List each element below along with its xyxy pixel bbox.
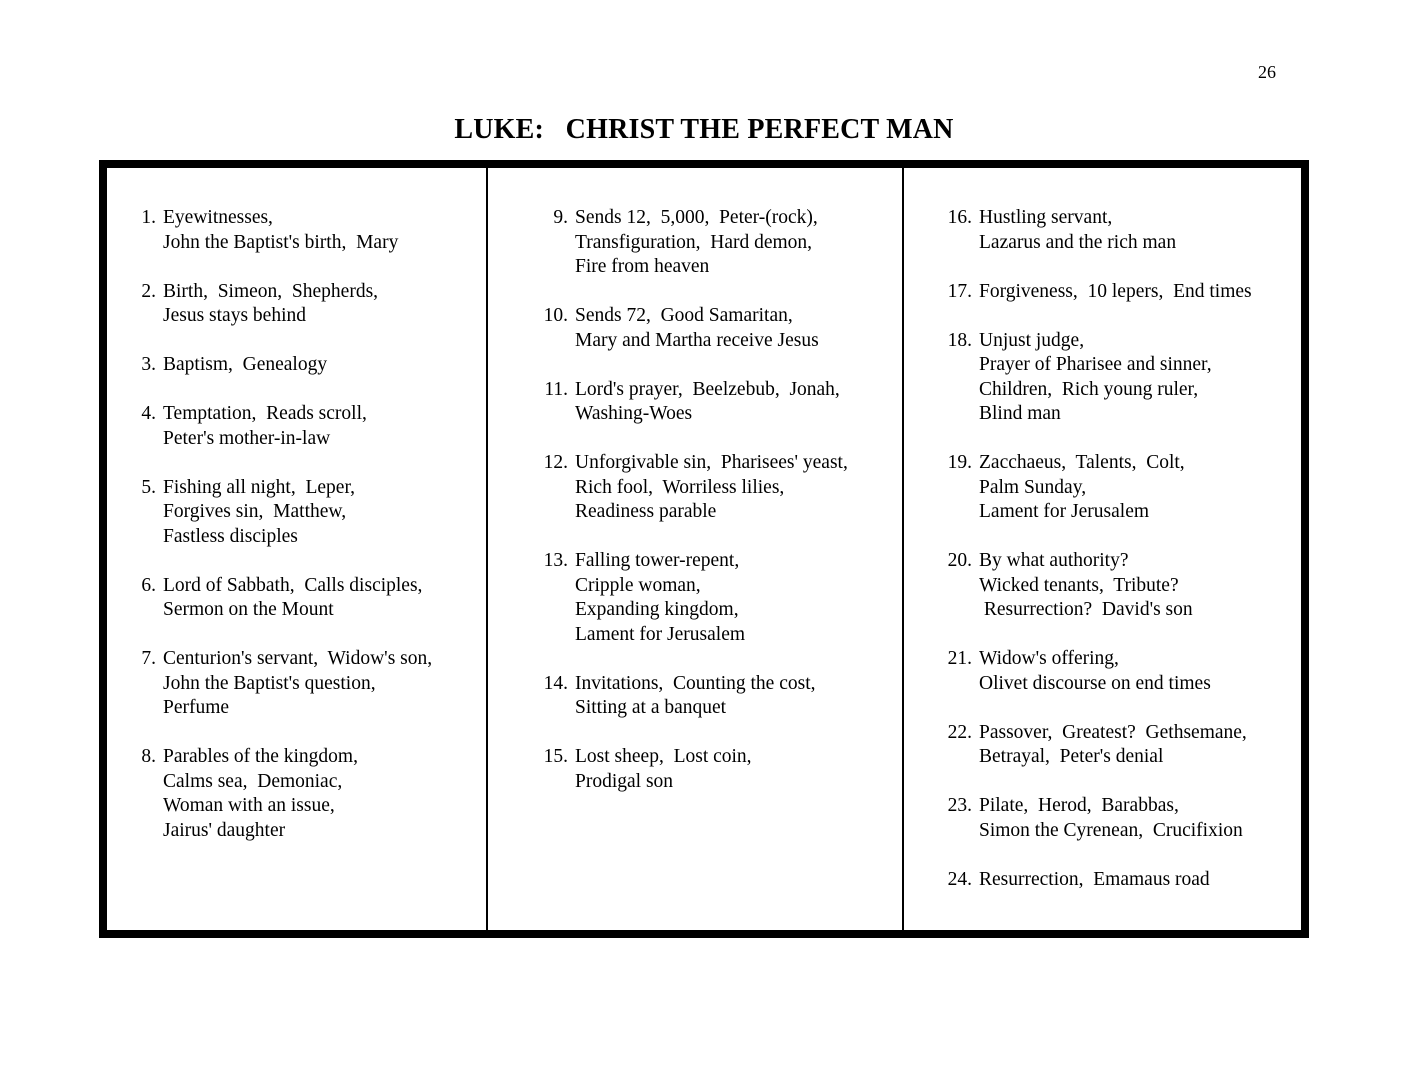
chapter-summary-line: Blind man	[979, 403, 1061, 424]
chapter-summary-line: Wicked tenants, Tribute?	[979, 574, 1179, 596]
chapter-item	[937, 549, 1252, 623]
chapter-summary	[972, 721, 1247, 770]
chapter-column-2	[533, 206, 848, 819]
chapter-summary-line: Woman with an issue,	[163, 795, 335, 816]
chapter-summary	[568, 304, 819, 353]
chapter-summary	[972, 647, 1211, 696]
chapter-number: 8.	[141, 746, 156, 767]
chapter-summary-line: John the Baptist's birth, Mary	[163, 231, 399, 253]
chapter-summary-line: Hustling servant,	[979, 207, 1113, 228]
chapter-summary-line: Lost sheep, Lost coin,	[575, 746, 752, 767]
chapter-summary-line: Widow's offering,	[979, 648, 1119, 669]
chapter-summary-line: Pilate, Herod, Barabbas,	[979, 795, 1179, 816]
chapter-item	[937, 794, 1252, 843]
chapter-summary	[972, 206, 1176, 255]
chapter-summary	[972, 868, 1210, 893]
chapter-summary-line: Lament for Jerusalem	[575, 623, 746, 645]
chapter-summary-line: Lament for Jerusalem	[979, 501, 1150, 522]
chapter-summary-line: Passover, Greatest? Gethsemane,	[979, 721, 1247, 743]
chapter-summary-line: Sends 12, 5,000, Peter-(rock),	[575, 207, 818, 228]
chapter-item	[127, 206, 432, 255]
chapter-number: 2.	[141, 280, 156, 302]
chapter-number: 6.	[141, 574, 156, 596]
chapter-number: 17.	[947, 280, 972, 302]
chapter-summary-line: Eyewitnesses,	[163, 207, 273, 228]
page-number: 26	[1258, 62, 1276, 82]
chapter-item	[937, 868, 1252, 893]
chapter-summary-line: Mary and Martha receive Jesus	[575, 329, 819, 351]
chapter-number: 20.	[947, 550, 972, 571]
chapter-summary-line: By what authority?	[979, 550, 1129, 571]
chapter-summary	[156, 745, 358, 843]
chapter-summary-line: John the Baptist's question,	[163, 672, 376, 694]
chapter-item	[533, 549, 848, 647]
chapter-number: 3.	[141, 354, 156, 375]
chapter-summary-line: Children, Rich young ruler,	[979, 378, 1199, 400]
chapter-item	[937, 280, 1252, 305]
column-divider	[486, 168, 488, 930]
chapter-summary-line: Betrayal, Peter's denial	[979, 746, 1164, 767]
chapter-number: 24.	[947, 868, 972, 890]
chapter-item	[127, 574, 432, 623]
chapter-summary-line: Zacchaeus, Talents, Colt,	[979, 452, 1185, 473]
chapter-summary-line: Jairus' daughter	[163, 819, 286, 841]
chapter-summary	[156, 647, 432, 721]
chapter-summary	[568, 451, 848, 525]
chapter-item	[127, 353, 432, 378]
chapter-item	[937, 451, 1252, 525]
chapter-column-1	[127, 206, 432, 868]
chapter-summary	[156, 280, 378, 329]
chapter-summary-line: Palm Sunday,	[979, 476, 1087, 498]
chapter-summary-line: Forgives sin, Matthew,	[163, 501, 347, 522]
chapter-number: 9.	[553, 207, 568, 228]
chapter-summary-line: Cripple woman,	[575, 574, 701, 596]
chapter-summary-line: Forgiveness, 10 lepers, End times	[979, 280, 1252, 302]
chapter-item	[937, 206, 1252, 255]
chapter-summary-line: Expanding kingdom,	[575, 599, 739, 620]
chapter-item	[127, 647, 432, 721]
chapter-summary	[156, 574, 422, 623]
chapter-item	[533, 304, 848, 353]
chapter-table	[99, 160, 1309, 938]
chapter-number: 18.	[947, 329, 972, 351]
chapter-number: 7.	[141, 648, 156, 669]
chapter-summary	[568, 672, 815, 721]
chapter-summary	[568, 206, 818, 280]
chapter-summary-line: Temptation, Reads scroll,	[163, 403, 367, 424]
chapter-summary-line: Falling tower-repent,	[575, 550, 740, 571]
chapter-summary	[568, 378, 840, 427]
chapter-number: 4.	[141, 403, 156, 424]
page-title: LUKE: CHRIST THE PERFECT MAN	[454, 114, 954, 145]
chapter-summary-line: Resurrection? David's son	[979, 599, 1193, 620]
chapter-summary-line: Rich fool, Worriless lilies,	[575, 476, 785, 498]
chapter-summary	[156, 476, 355, 550]
chapter-number: 14.	[543, 672, 568, 694]
chapter-summary-line: Olivet discourse on end times	[979, 672, 1211, 694]
chapter-summary	[972, 451, 1185, 525]
chapter-item	[937, 329, 1252, 427]
chapter-summary-line: Simon the Cyrenean, Crucifixion	[979, 819, 1243, 841]
chapter-summary-line: Peter's mother-in-law	[163, 427, 331, 449]
chapter-summary	[972, 329, 1212, 427]
chapter-summary-line: Resurrection, Emamaus road	[979, 868, 1210, 890]
chapter-summary	[972, 794, 1243, 843]
chapter-item	[937, 647, 1252, 696]
chapter-number: 13.	[543, 550, 568, 571]
chapter-summary-line: Birth, Simeon, Shepherds,	[163, 280, 379, 302]
chapter-item	[533, 672, 848, 721]
chapter-item	[533, 378, 848, 427]
chapter-summary-line: Perfume	[163, 697, 230, 718]
chapter-summary-line: Jesus stays behind	[163, 305, 306, 326]
chapter-summary	[156, 206, 398, 255]
chapter-summary	[156, 402, 367, 451]
chapter-number: 19.	[947, 452, 972, 473]
chapter-summary-line: Lord's prayer, Beelzebub, Jonah,	[575, 378, 840, 400]
chapter-item	[533, 206, 848, 280]
chapter-summary-line: Prodigal son	[575, 770, 674, 792]
chapter-number: 11.	[544, 378, 568, 400]
chapter-summary	[972, 280, 1252, 305]
chapter-summary	[972, 549, 1193, 623]
chapter-summary	[568, 549, 745, 647]
chapter-number: 16.	[947, 207, 972, 228]
chapter-item	[127, 402, 432, 451]
chapter-number: 10.	[543, 305, 568, 326]
chapter-summary-line: Sitting at a banquet	[575, 697, 727, 718]
chapter-item	[533, 745, 848, 794]
chapter-summary-line: Lord of Sabbath, Calls disciples,	[163, 574, 423, 596]
chapter-item	[937, 721, 1252, 770]
chapter-summary-line: Sermon on the Mount	[163, 599, 334, 620]
chapter-item	[127, 745, 432, 843]
chapter-summary-line: Calms sea, Demoniac,	[163, 770, 343, 792]
chapter-summary-line: Unforgivable sin, Pharisees' yeast,	[575, 452, 848, 473]
chapter-number: 12.	[543, 452, 568, 473]
chapter-summary-line: Fishing all night, Leper,	[163, 476, 356, 498]
chapter-number: 1.	[141, 207, 156, 228]
chapter-item	[127, 280, 432, 329]
chapter-summary-line: Fastless disciples	[163, 525, 298, 547]
chapter-number: 21.	[947, 648, 972, 669]
chapter-summary-line: Parables of the kingdom,	[163, 746, 358, 767]
chapter-summary-line: Lazarus and the rich man	[979, 231, 1177, 253]
chapter-summary	[156, 353, 327, 378]
chapter-summary-line: Sends 72, Good Samaritan,	[575, 305, 793, 326]
chapter-item	[533, 451, 848, 525]
chapter-summary-line: Prayer of Pharisee and sinner,	[979, 354, 1212, 375]
chapter-number: 23.	[947, 795, 972, 816]
chapter-column-3	[937, 206, 1252, 917]
chapter-number: 22.	[947, 721, 972, 743]
chapter-summary-line: Centurion's servant, Widow's son,	[163, 648, 433, 669]
chapter-item	[127, 476, 432, 550]
chapter-summary-line: Unjust judge,	[979, 329, 1085, 351]
chapter-number: 15.	[543, 746, 568, 767]
chapter-number: 5.	[141, 476, 156, 498]
chapter-summary-line: Baptism, Genealogy	[163, 354, 328, 375]
chapter-summary-line: Transfiguration, Hard demon,	[575, 231, 813, 253]
column-divider	[902, 168, 904, 930]
chapter-summary-line: Invitations, Counting the cost,	[575, 672, 816, 694]
chapter-summary-line: Readiness parable	[575, 501, 717, 522]
chapter-summary-line: Washing-Woes	[575, 403, 693, 424]
chapter-summary-line: Fire from heaven	[575, 256, 710, 277]
chapter-summary	[568, 745, 752, 794]
